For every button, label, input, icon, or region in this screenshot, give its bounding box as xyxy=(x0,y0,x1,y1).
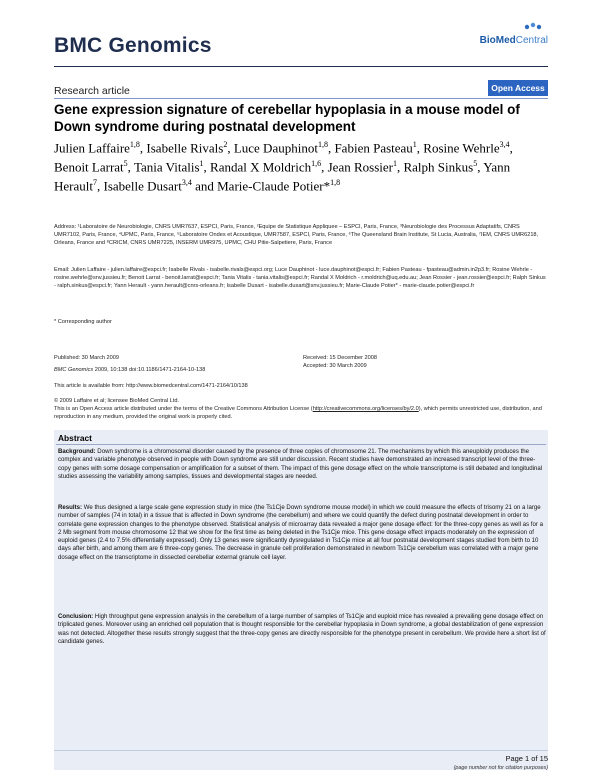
author-emails: Email: Julien Laffaire - julien.laffaire@espci.fr; Isabelle Rivals - isabelle.rivals@espci.org; Luce Dauphinot - luce.dauphinot@espci.fr; Fabien Pasteau - fpasteau@admin.in2p3.fr; Rosine Wehrle - rosine.wehrle@snv.jussieu.fr; Benoit Larrat - benoit.larrat@espci.fr; Tania Vitalis - tania.vitalis@espci.fr; Randal X Moldrich - r.moldrich@uq.edu.au; Jean Rossier - jean.rossier@espci.fr; Ralph Sinkus - ralph.sinkus@espci.fr; Yann Herault - yann.herault@cnrs-orleans.fr; Isabelle Dusart - isabelle.dusart@snv.jussieu.fr; Marie-Claude Potier* - marie-claude.potier@espci.fr xyxy=(54,267,546,290)
author-affiliation: 1 xyxy=(412,140,417,149)
author-list: Julien Laffaire$^{1,8}$, Isabelle Rivals$^2$, Luce Dauphinot$^{1,8}$, Fabien Pasteau$^1$, Rosine Wehrle$^{3,4}$, Benoit Larrat$^5$, Tania Vitalis$^1$, Randal X Moldrich$^{1,6}$, Jean Rossier$^1$, Ralph Sinkus$^5$, Yann Herault$^7$, Isabelle Dusart$^{3,4}$ and Marie-Claude Potier*$^{1,8}$ xyxy=(54,140,513,194)
author-name: Marie-Claude Potier* xyxy=(217,178,331,194)
corresponding-author-note: * Corresponding author xyxy=(54,319,112,325)
abstract-heading: Abstract xyxy=(58,433,92,443)
publication-info xyxy=(54,354,548,374)
published-date: Published: 30 March 2009 xyxy=(54,355,119,361)
author-affiliation: 1 xyxy=(392,158,397,168)
license-link[interactable]: http://creativecommons.org/licenses/by/2.0 xyxy=(312,406,419,413)
page-number: Page 1 of 15 xyxy=(505,754,548,763)
author-name: Yann Herault xyxy=(54,159,511,194)
author-name: Isabelle Dusart xyxy=(103,178,182,194)
accepted-date: Accepted: 30 March 2009 xyxy=(303,363,367,370)
logo-dots-icon xyxy=(524,22,546,30)
author-affiliation: 5 xyxy=(123,158,128,168)
author-name: Benoit Larrat xyxy=(54,159,124,175)
author-name: Isabelle Rivals xyxy=(146,140,224,156)
author-name: Rosine Wehrle xyxy=(423,140,500,156)
biomed-central-logo[interactable] xyxy=(480,30,548,48)
footer-rule xyxy=(54,750,548,751)
abstract-background: Background: Down syndrome is a chromosomal disorder caused by the presence of three copies of chromosome 21. The mechanisms by which this aneuploidy produces the complex and variable phenotype observed in people with Down syndrome are still under discussion. Recent studies have demonstrated an increased transcript level of the three-copy genes with some dosage compensation or amplification for a subset of them. The impact of this gene dosage effect on the whole transcriptome is still debated and longitudinal studies assessing the variability among samples, tissues and developmental stages are needed. xyxy=(58,448,543,480)
open-access-badge: Open Access xyxy=(488,80,548,96)
abstract-rule xyxy=(56,444,546,445)
author-name: Randal X Moldrich xyxy=(210,159,312,175)
abstract-results: Results: We thus designed a large scale gene expression study in mice (the Ts1Cje Down syndrome mouse model) in which we could measure the effects of trisomy 21 on a large number of samples (74 in total) in a tissue that is affected in Down syndrome (the cerebellum) and where we could quantify the defect during postnatal development in order to correlate gene expression changes to the phenotype observed. Statistical analysis of microarray data revealed a major gene dosage effect: for the three-copy genes as well as for a 2 Mb segment from mouse chromosome 12 that we show for the first time as being deleted in the Ts1Cje mice. This gene dosage effect impacts moderately on the expression of euploid genes (2.4 to 7.5% differentially expressed). Only 13 genes were significantly dysregulated in Ts1Cje mice at all four postnatal development stages studied from birth to 10 days after birth, and among them are 6 three-copy genes. The decrease in granule cell proliferation demonstrated in newborn Ts1Cje cerebellum was correlated with a major gene dosage effect on the transcriptome in dissected cerebellar external granule cell layer. xyxy=(58,504,543,561)
author-affiliation: 3,4 xyxy=(181,177,192,187)
citation: BMC Genomics 2009, 10:138 doi:10.1186/1471-2164-10-138 xyxy=(54,367,206,374)
author-name: Fabien Pasteau xyxy=(334,140,413,156)
logo-text: BioMedCentral xyxy=(479,35,548,46)
author-name: Ralph Sinkus xyxy=(403,159,474,175)
page-number-note: (page number not for citation purposes) xyxy=(453,765,548,771)
license-block xyxy=(54,397,548,422)
article-title: Gene expression signature of cerebellar hypoplasia in a mouse model of Down syndrome during postnatal development xyxy=(54,102,520,134)
author-name: Julien Laffaire xyxy=(54,140,130,156)
author-affiliation: 3,4 xyxy=(499,140,510,149)
author-name: Jean Rossier xyxy=(327,159,393,175)
author-affiliation: 5 xyxy=(473,158,478,168)
copyright: © 2009 Laffaire et al; licensee BioMed Central Ltd. xyxy=(54,398,179,404)
abstract-conclusion: Conclusion: High throughput gene expression analysis in the cerebellum of a large number of samples of Ts1Cje and euploid mice has revealed a prevailing gene dosage effect on triplicated genes. Moreover using an enriched cell population that is thought responsible for the cerebellar hypoplasia in Down syndrome, a global destabilization of gene expression was not detected. Altogether these results strongly suggest that the three-copy genes are directly responsible for the phenotype present in cerebellum. We provide here a short list of candidate genes. xyxy=(58,613,546,645)
author-affiliation: 1,8 xyxy=(330,177,341,187)
availability-url[interactable]: This article is available from: http://www.biomedcentral.com/1471-2164/10/138 xyxy=(54,383,248,389)
author-affiliation: 1,6 xyxy=(311,158,322,168)
journal-title: BMC Genomics xyxy=(54,34,212,57)
author-affiliation: 1,8 xyxy=(317,140,328,149)
received-date: Received: 15 December 2008 xyxy=(303,355,378,361)
author-affiliation: 7 xyxy=(92,177,97,187)
author-affiliation: 1 xyxy=(199,158,204,168)
author-name: Luce Dauphinot xyxy=(233,140,318,156)
article-type: Research article xyxy=(54,85,130,97)
author-affiliation: 2 xyxy=(223,140,228,149)
affiliations: Address: ¹Laboratoire de Neurobiologie, CNRS UMR7637, ESPCI, Paris, France, ²Equipe de Statistique Appliquee – ESPCI, Paris, France, ³Neurobiologie des Processus Adaptatifs, CNRS UMR7102, Paris, France, ⁴UPMC, Paris, France, ⁵Laboratoire Ondes et Acoustique, UMR7587, ESPCI, Paris, France, ⁶The Queensland Brain Institute, St Lucia, Australia, ⁷IEM, CNRS UMR6218, Orleans, France and ⁸CRICM, CNRS UMR7225, INSERM UMR975, UPMC, CHU Pitie-Salpetiere, Paris, France xyxy=(54,224,539,247)
author-name: Tania Vitalis xyxy=(133,159,200,175)
received-accepted xyxy=(303,354,377,370)
license-text: This is an Open Access article distributed under the terms of the Creative Commons Attribution License (http://creativecommons.org/licenses/by/2.0), which permits unrestricted use, distribution, and reproduction in any medium, provided the original work is properly cited. xyxy=(54,406,542,421)
title-rule xyxy=(54,98,548,99)
header-rule xyxy=(54,66,548,67)
author-affiliation: 1,8 xyxy=(129,140,140,149)
